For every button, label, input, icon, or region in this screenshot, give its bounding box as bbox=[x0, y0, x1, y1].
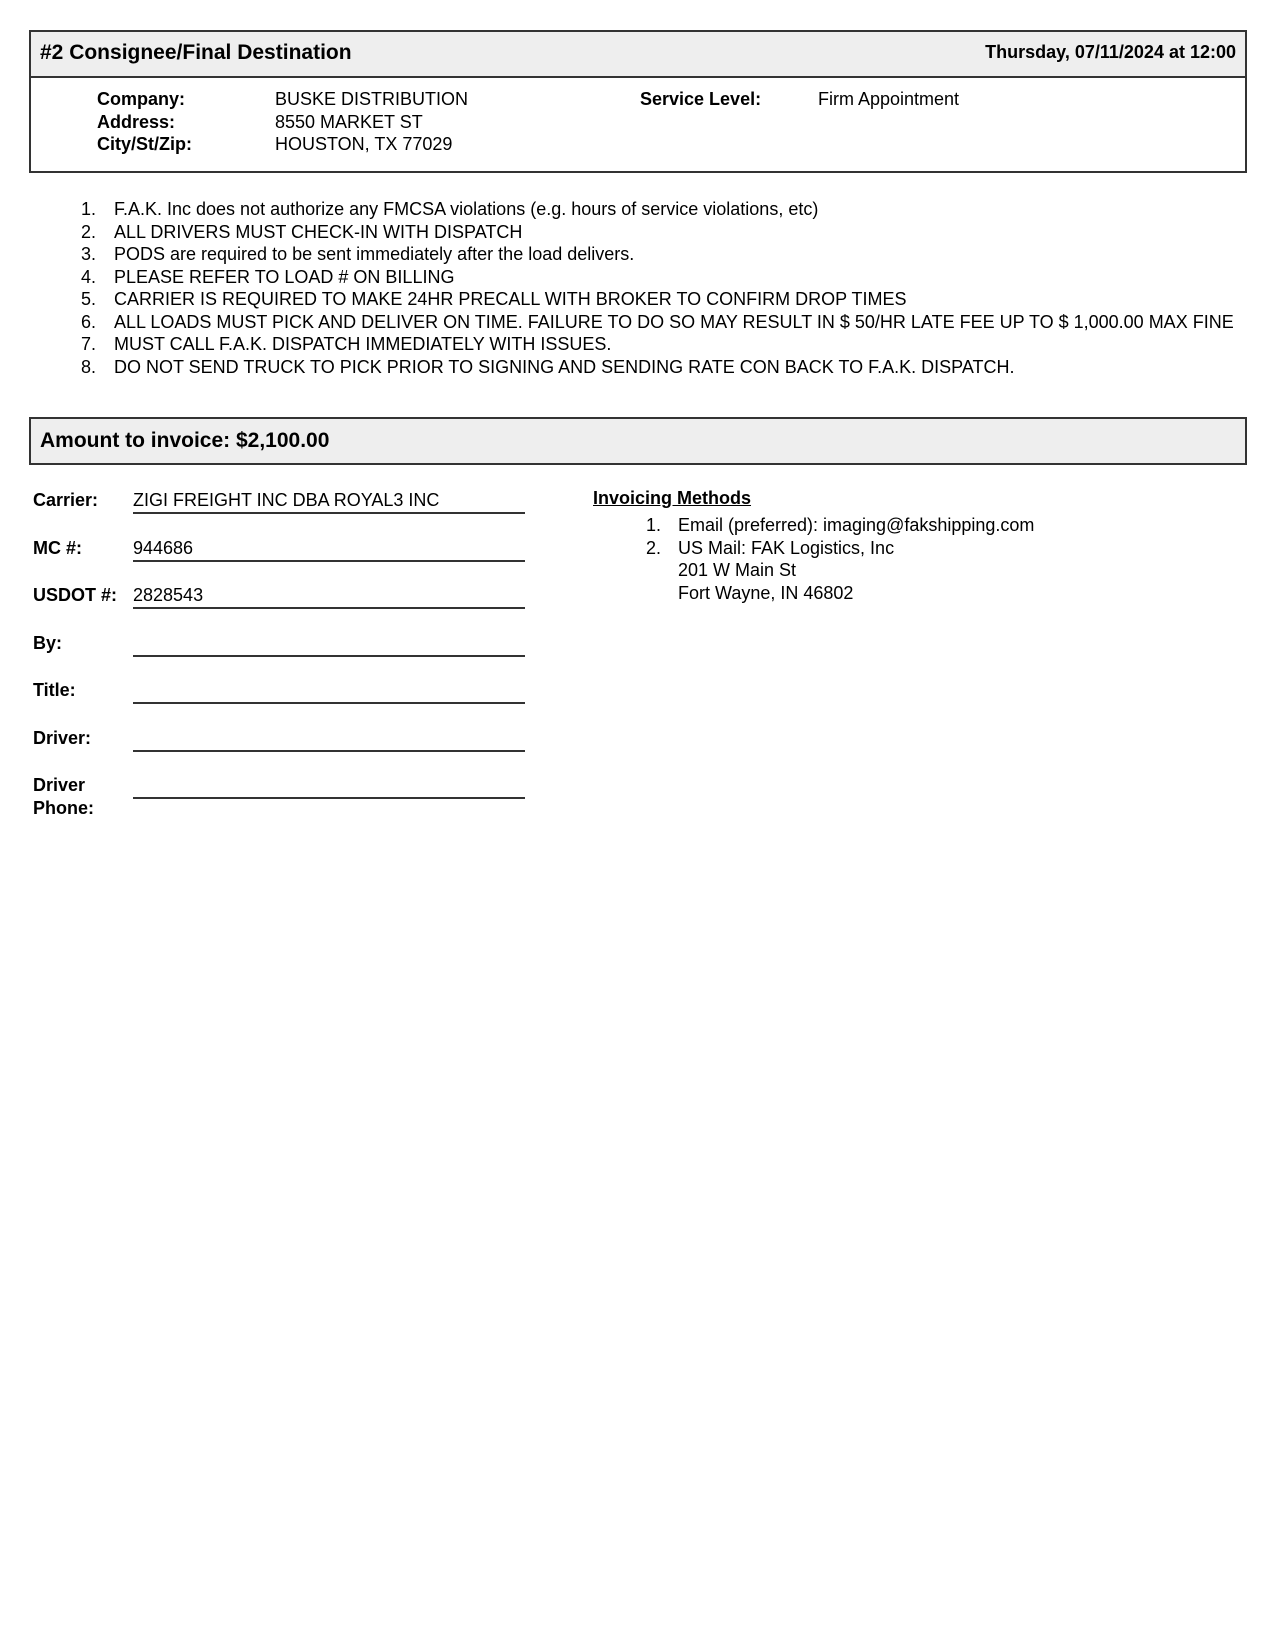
driver-label: Driver: bbox=[33, 728, 92, 748]
rule-number: 2. bbox=[81, 221, 97, 242]
invoicing-method-number: 2. bbox=[646, 537, 662, 558]
rule-number: 6. bbox=[81, 311, 97, 332]
rule-text: PLEASE REFER TO LOAD # ON BILLING bbox=[114, 266, 455, 287]
usdot-field[interactable]: 2828543 bbox=[133, 584, 525, 609]
usdot-label: USDOT #: bbox=[33, 585, 118, 605]
rule-text: PODS are required to be sent immediately after the load delivers. bbox=[114, 244, 635, 264]
rule-text: MUST CALL F.A.K. DISPATCH IMMEDIATELY WITH ISSUES. bbox=[114, 334, 612, 354]
driver-phone-label bbox=[33, 774, 94, 820]
rule-number: 8. bbox=[81, 356, 97, 377]
driver-field[interactable] bbox=[133, 727, 525, 752]
invoicing-method-item bbox=[640, 514, 1200, 537]
rule-item bbox=[76, 266, 1256, 289]
driver-phone-label-line2: Phone: bbox=[33, 798, 94, 818]
by-field[interactable] bbox=[133, 632, 525, 657]
consignee-header bbox=[31, 32, 1245, 78]
driver-phone-label-line1: Driver bbox=[33, 775, 86, 795]
rule-number: 5. bbox=[81, 289, 97, 309]
address-label: Address: bbox=[97, 111, 176, 132]
by-label: By: bbox=[33, 633, 63, 653]
rule-item bbox=[76, 221, 1256, 244]
appointment-date: Thursday, 07/11/2024 at 12:00 bbox=[985, 42, 1236, 62]
title-field[interactable] bbox=[133, 679, 525, 704]
mc-number-field[interactable]: 944686 bbox=[133, 537, 525, 562]
rule-number: 1. bbox=[81, 199, 97, 219]
address-value: 8550 MARKET ST bbox=[275, 111, 423, 132]
rules-list bbox=[76, 198, 1256, 378]
driver-phone-field[interactable] bbox=[133, 774, 525, 799]
carrier-field[interactable]: ZIGI FREIGHT INC DBA ROYAL3 INC bbox=[133, 489, 525, 514]
rule-item bbox=[76, 311, 1256, 334]
rule-item bbox=[76, 243, 1256, 266]
invoicing-mail-line2: 201 W Main St bbox=[678, 560, 797, 580]
title-label: Title: bbox=[33, 680, 76, 700]
service-level-value: Firm Appointment bbox=[818, 89, 960, 109]
invoicing-mail-line3: Fort Wayne, IN 46802 bbox=[678, 582, 854, 603]
mc-number-label: MC #: bbox=[33, 538, 82, 558]
rule-text: ALL LOADS MUST PICK AND DELIVER ON TIME. FAILURE TO DO SO MAY RESULT IN $ 50/HR LATE FEE UP TO $ 1,000.00 MAX FINE bbox=[114, 311, 1234, 332]
rule-item bbox=[76, 198, 1256, 221]
rule-number: 3. bbox=[81, 244, 97, 264]
invoicing-mail-line1: US Mail: FAK Logistics, Inc bbox=[678, 537, 895, 558]
invoicing-method-number: 1. bbox=[646, 515, 662, 535]
amount-to-invoice: Amount to invoice: $2,100.00 bbox=[40, 429, 330, 452]
rule-text: ALL DRIVERS MUST CHECK-IN WITH DISPATCH bbox=[114, 221, 523, 242]
rule-text: DO NOT SEND TRUCK TO PICK PRIOR TO SIGNING AND SENDING RATE CON BACK TO F.A.K. DISPATCH. bbox=[114, 356, 1015, 377]
invoicing-method-item bbox=[640, 537, 1200, 605]
service-level-label: Service Level: bbox=[640, 89, 762, 109]
invoicing-methods-title: Invoicing Methods bbox=[593, 488, 752, 508]
rule-text: F.A.K. Inc does not authorize any FMCSA violations (e.g. hours of service violations, etc) bbox=[114, 199, 819, 219]
rule-number: 4. bbox=[81, 266, 97, 287]
amount-section bbox=[29, 417, 1247, 465]
invoicing-methods-list bbox=[640, 514, 1200, 604]
rule-item bbox=[76, 333, 1256, 356]
invoicing-email: Email (preferred): imaging@fakshipping.com bbox=[678, 515, 1035, 535]
consignee-title: #2 Consignee/Final Destination bbox=[40, 41, 352, 64]
rule-text: CARRIER IS REQUIRED TO MAKE 24HR PRECALL WITH BROKER TO CONFIRM DROP TIMES bbox=[114, 289, 907, 309]
company-value: BUSKE DISTRIBUTION bbox=[275, 89, 469, 109]
company-label: Company: bbox=[97, 89, 186, 109]
consignee-section bbox=[29, 30, 1247, 173]
rule-item bbox=[76, 288, 1256, 311]
city-label: City/St/Zip: bbox=[97, 134, 192, 154]
carrier-label: Carrier: bbox=[33, 490, 99, 510]
rule-number: 7. bbox=[81, 334, 97, 354]
rule-item bbox=[76, 356, 1256, 379]
city-value: HOUSTON, TX 77029 bbox=[275, 134, 453, 154]
